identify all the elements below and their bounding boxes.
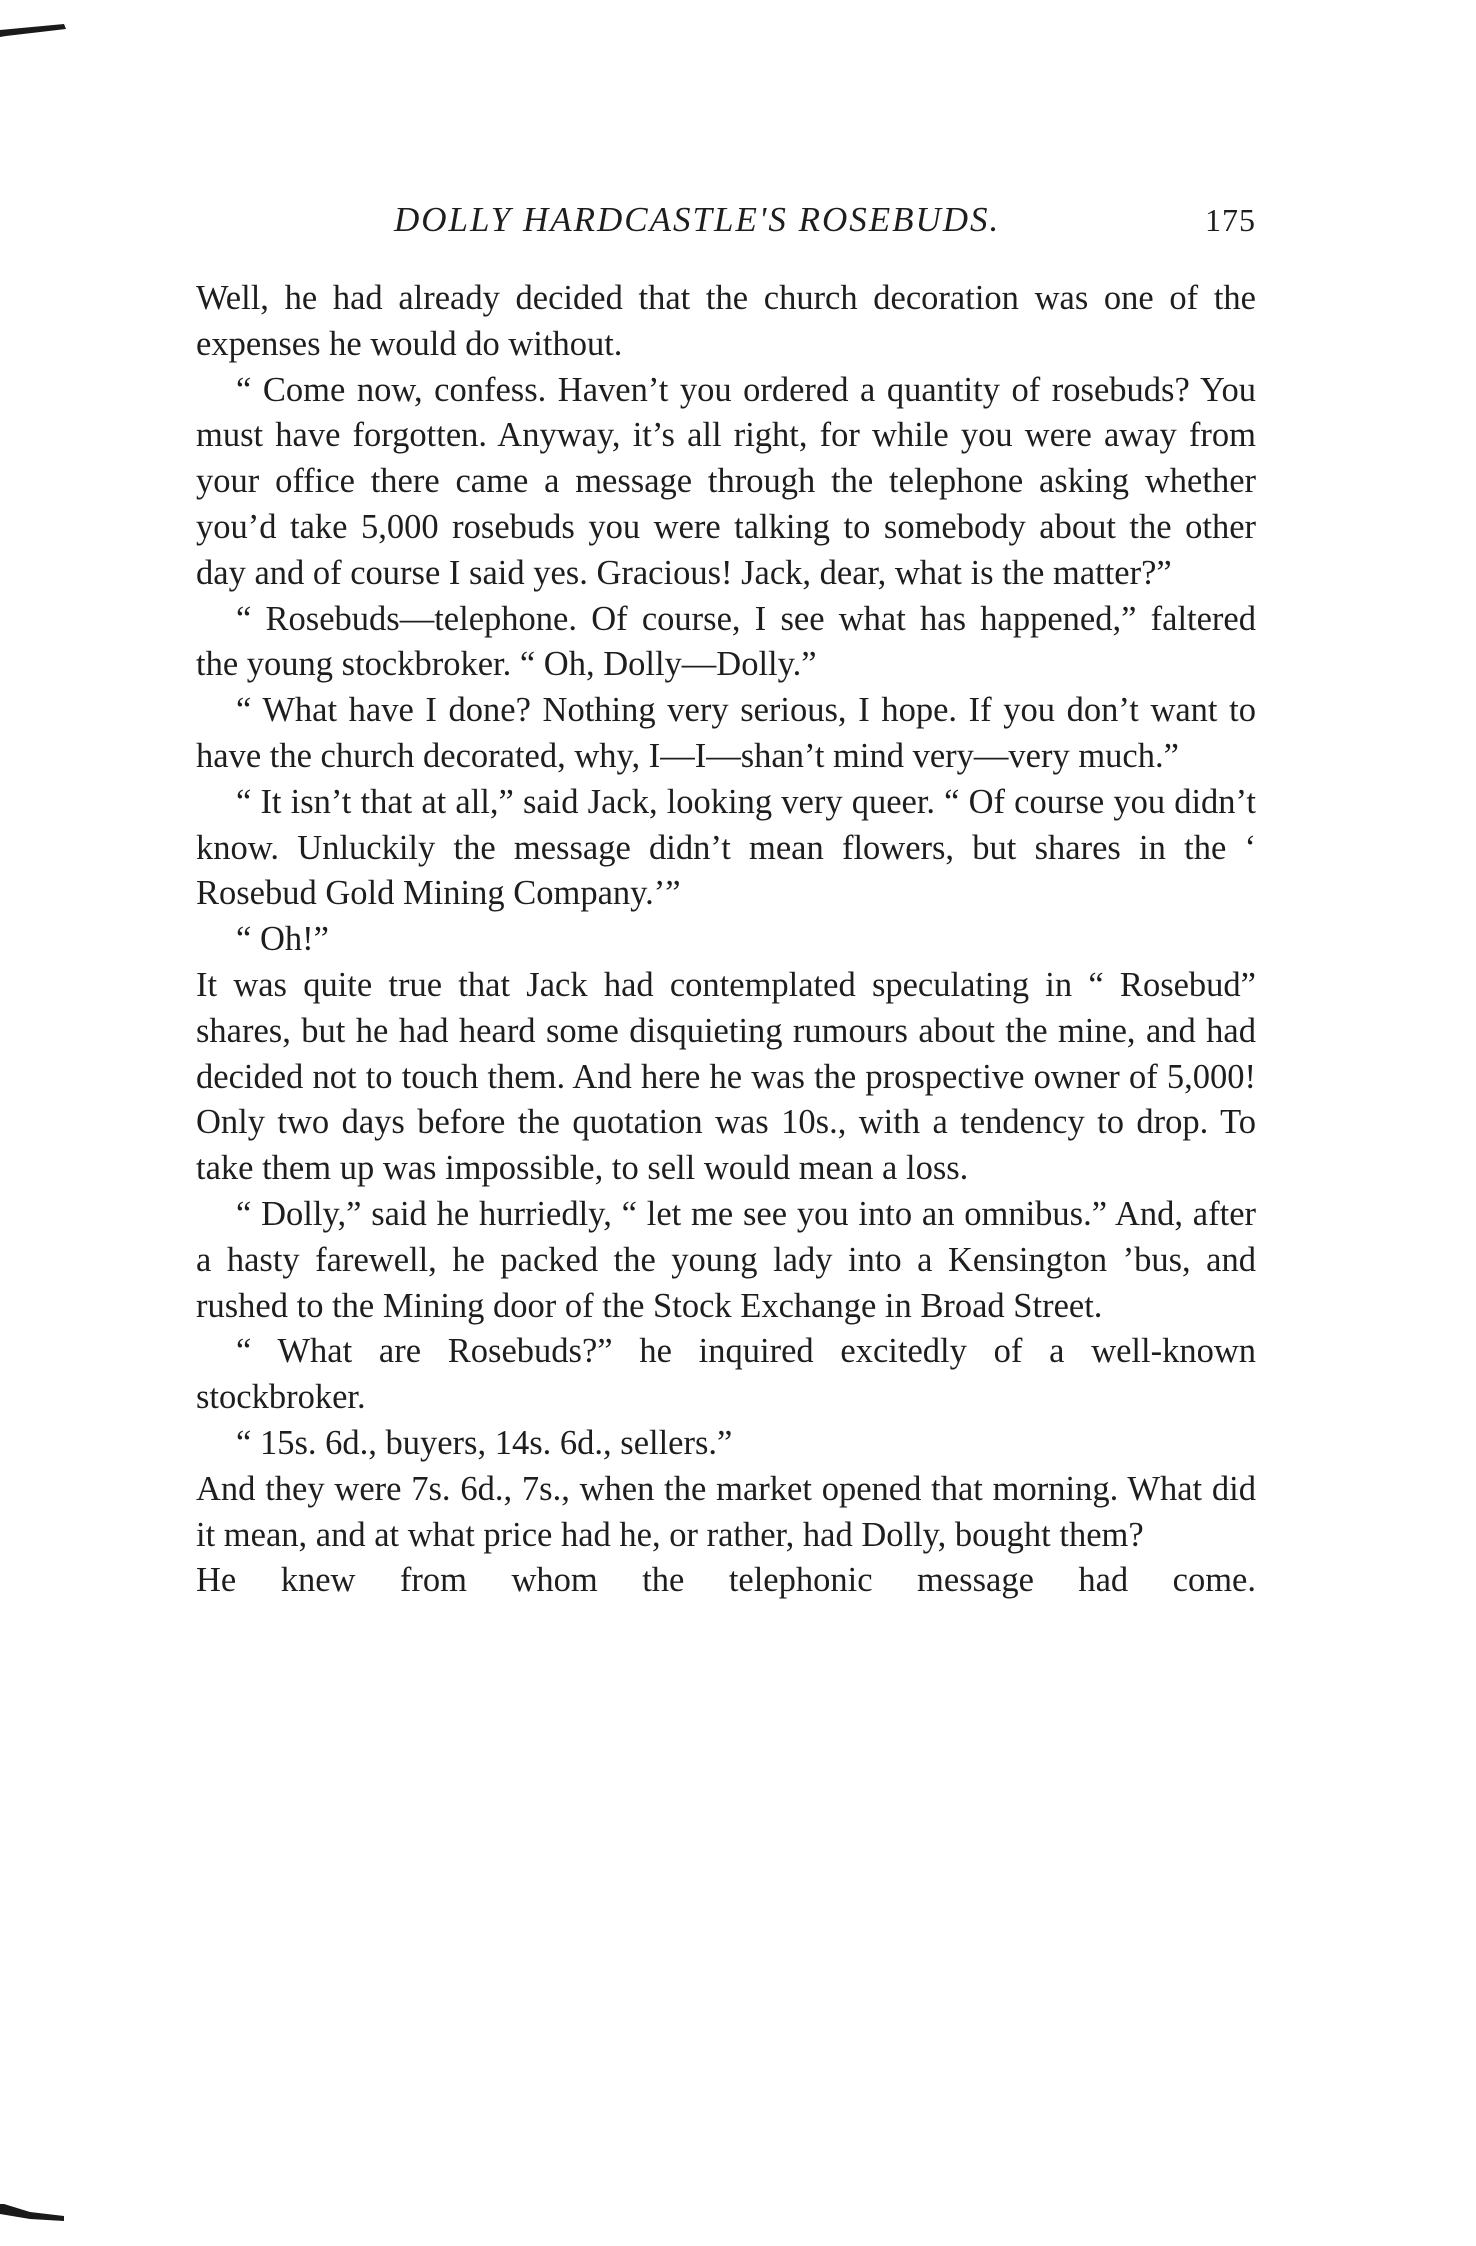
paragraph: It was quite true that Jack had contemplated speculating in “ Rosebud” shares, but he had heard some disquieting rumours about the mine, and had decided not to touch them. And here he was the prospective owner of 5,000! Only two days before the quotation was 10s., with a tendency to drop. To take them up was impossible, to sell would mean a loss. [196,965,1256,1188]
page-number: 175 [1205,202,1256,238]
paragraph: “ Oh!” [236,920,329,959]
scan-edge-mark [0,20,72,50]
paragraph: “ Rosebuds—telephone. Of course, I see what has happened,” faltered the young stockbroker. “ Oh, Dolly—Dolly.” [196,599,1256,684]
paragraph: “ It isn’t that at all,” said Jack, looking very queer. “ Of course you didn’t know. Unluckily the message didn’t mean flowers, but shares in the ‘ Rosebud Gold Mining Company.’” [196,782,1256,913]
running-head [196,192,1256,252]
paragraph: “ 15s. 6d., buyers, 14s. 6d., sellers.” [236,1423,733,1462]
running-title: DOLLY HARDCASTLE'S ROSEBUDS. [394,200,1001,239]
paragraph: He knew from whom the telephonic message had come. [196,1561,1256,1600]
body-text [196,276,1256,1604]
paragraph: Well, he had already decided that the church decoration was one of the expenses he would do without. [196,279,1256,363]
paragraph: “ What are Rosebuds?” he inquired excitedly of a well-known stockbroker. [196,1332,1256,1417]
paragraph: “ Come now, confess. Haven’t you ordered a quantity of rosebuds? You must have forgotten. Anyway, it’s all right, for while you were away from your office there came a message through the telephone asking whether you’d take 5,000 rosebuds you were talking to somebody about the other day and of course I said yes. Gracious! Jack, dear, what is the matter?” [196,370,1256,592]
paragraph: “ Dolly,” said he hurriedly, “ let me see you into an omnibus.” And, after a hasty farewell, he packed the young lady into a Kensington ’bus, and rushed to the Mining door of the Stock Exchange in Broad Street. [196,1194,1256,1325]
paragraph: And they were 7s. 6d., 7s., when the market opened that morning. What did it mean, and at what price had he, or rather, had Dolly, bought them? [196,1469,1256,1554]
paragraph: “ What have I done? Nothing very serious, I hope. If you don’t want to have the church decorated, why, I—I—shan’t mind very—very much.” [196,691,1256,775]
scan-edge-mark [0,2198,70,2228]
